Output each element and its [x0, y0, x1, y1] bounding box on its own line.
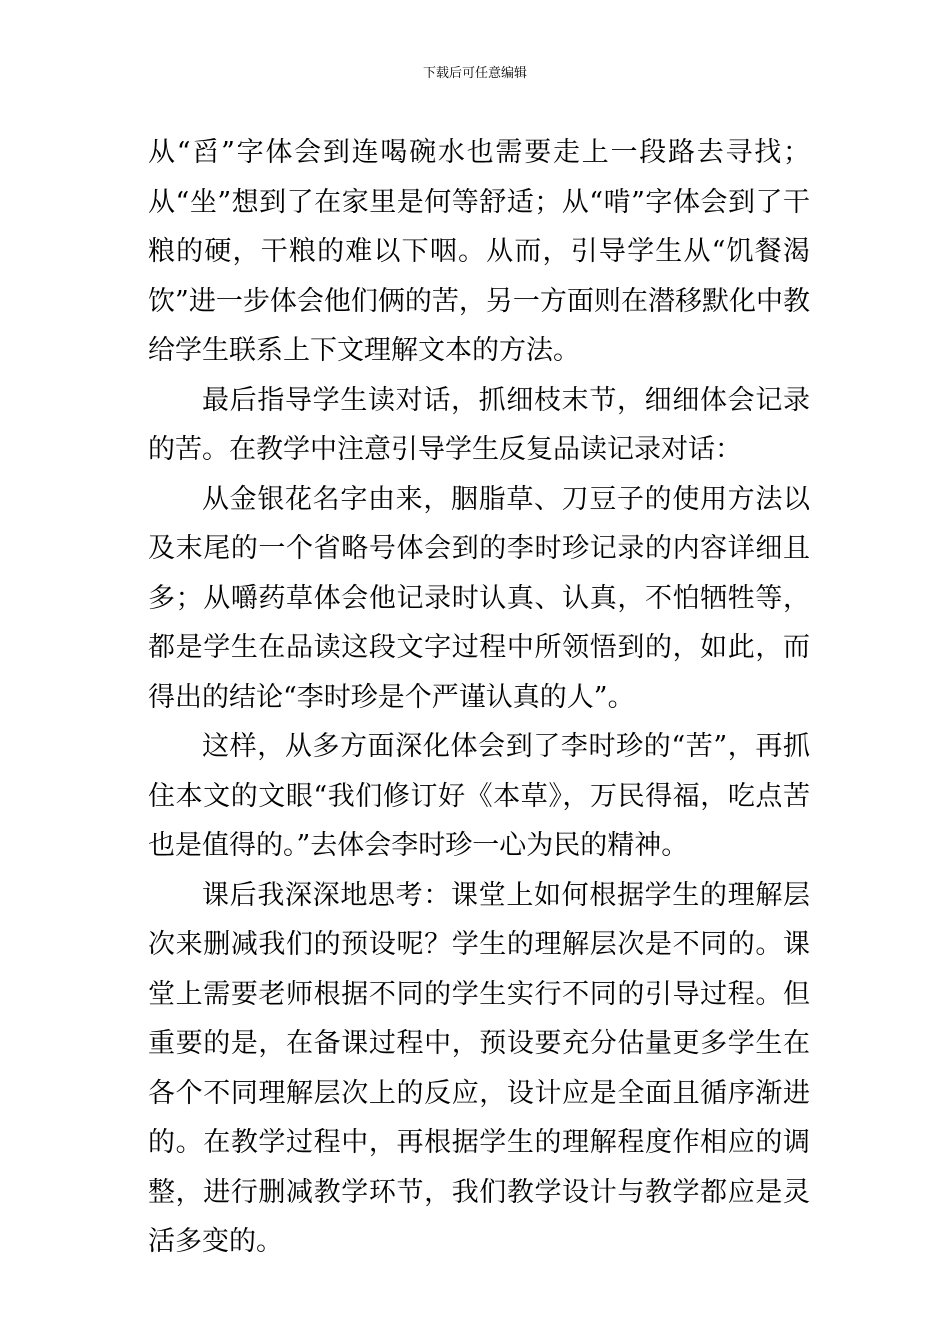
paragraph-1: 从“舀”字体会到连喝碗水也需要走上一段路去寻找；从“坐”想到了在家里是何等舒适；从“啃”字体会到了干粮的硬，干粮的难以下咽。从而，引导学生从“饥餐渴饮”进一步体会他们俩的苦，另一方面则在潜移默化中教给学生联系上下文理解文本的方法。 [148, 137, 810, 366]
paragraph-5: 课后我深深地思考：课堂上如何根据学生的理解层次来删减我们的预设呢？学生的理解层次是不同的。课堂上需要老师根据不同的学生实行不同的引导过程。但重要的是，在备课过程中，预设要充分估量更多学生在各个不同理解层次上的反应，设计应是全面且循序渐进的。在教学过程中，再根据学生的理解程度作相应的调整，进行删减教学环节，我们教学设计与教学都应是灵活多变的。 [148, 879, 810, 1257]
paragraph-4: 这样，从多方面深化体会到了李时珍的“苦”，再抓住本文的文眼“我们修订好《本草》，万民得福，吃点苦也是值得的。”去体会李时珍一心为民的精神。 [148, 731, 810, 861]
paragraph-2: 最后指导学生读对话，抓细枝末节，细细体会记录的苦。在教学中注意引导学生反复品读记录对话： [148, 384, 810, 465]
page-header: 下载后可任意编辑 [422, 66, 527, 81]
document-body [148, 128, 810, 1267]
paragraph-3: 从金银花名字由来，胭脂草、刀豆子的使用方法以及末尾的一个省略号体会到的李时珍记录的内容详细且多；从嚼药草体会他记录时认真、认真，不怕牺牲等，都是学生在品读这段文字过程中所领悟到的，如此，而得出的结论“李时珍是个严谨认真的人”。 [148, 483, 810, 713]
